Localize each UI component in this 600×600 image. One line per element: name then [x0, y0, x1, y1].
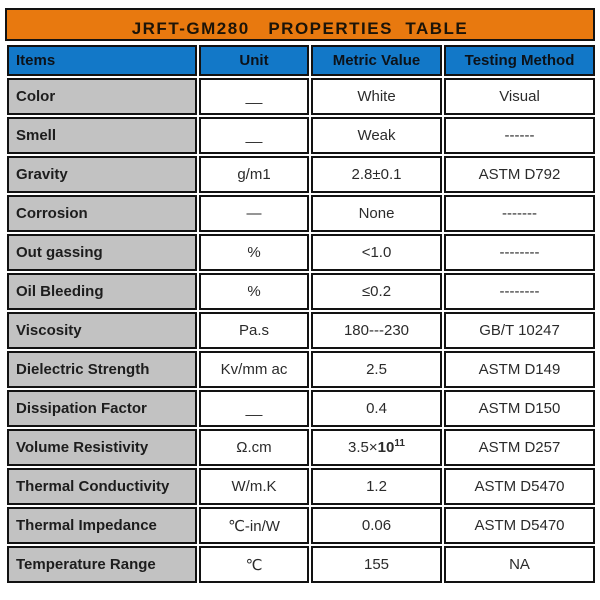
table-row-temperature-range	[7, 546, 595, 583]
item-cell: Thermal Impedance	[7, 507, 197, 544]
table-row-viscosity	[7, 312, 595, 349]
metric-cell: ≤0.2	[311, 273, 442, 310]
item-cell: Corrosion	[7, 195, 197, 232]
table-row-smell	[7, 117, 595, 154]
metric-exponent: 11	[394, 438, 405, 449]
unit-cell: __	[199, 78, 309, 115]
table-row-dissipation-factor	[7, 390, 595, 427]
table-row-volume-resistivity	[7, 429, 595, 466]
method-cell: --------	[444, 234, 595, 271]
item-cell: Dielectric Strength	[7, 351, 197, 388]
unit-cell: —	[199, 195, 309, 232]
header-row	[7, 45, 595, 76]
unit-cell: g/m1	[199, 156, 309, 193]
method-cell: ASTM D257	[444, 429, 595, 466]
table-title-banner	[5, 8, 595, 41]
unit-cell: Kv/mm ac	[199, 351, 309, 388]
item-cell: Gravity	[7, 156, 197, 193]
table-row-color	[7, 78, 595, 115]
metric-cell: 2.8±0.1	[311, 156, 442, 193]
method-cell: ASTM D5470	[444, 468, 595, 505]
column-header-items: Items	[7, 45, 197, 76]
item-cell: Color	[7, 78, 197, 115]
metric-cell: 0.4	[311, 390, 442, 427]
method-cell: ASTM D5470	[444, 507, 595, 544]
method-cell: Visual	[444, 78, 595, 115]
table-row-out-gassing	[7, 234, 595, 271]
unit-cell: ℃	[199, 546, 309, 583]
method-cell: ASTM D792	[444, 156, 595, 193]
method-cell: ------	[444, 117, 595, 154]
metric-cell	[311, 429, 442, 466]
metric-cell: White	[311, 78, 442, 115]
table-row-corrosion	[7, 195, 595, 232]
column-header-unit: Unit	[199, 45, 309, 76]
method-cell: ASTM D150	[444, 390, 595, 427]
method-cell: --------	[444, 273, 595, 310]
column-header-metric-value: Metric Value	[311, 45, 442, 76]
unit-cell: %	[199, 273, 309, 310]
method-cell: NA	[444, 546, 595, 583]
item-cell: Volume Resistivity	[7, 429, 197, 466]
table-row-thermal-conductivity	[7, 468, 595, 505]
column-header-testing-method: Testing Method	[444, 45, 595, 76]
item-cell: Smell	[7, 117, 197, 154]
item-cell: Temperature Range	[7, 546, 197, 583]
metric-cell: Weak	[311, 117, 442, 154]
unit-cell: W/m.K	[199, 468, 309, 505]
unit-cell: ℃-in/W	[199, 507, 309, 544]
unit-cell: __	[199, 117, 309, 154]
metric-base: 3.5×	[348, 439, 378, 456]
metric-cell: <1.0	[311, 234, 442, 271]
metric-cell: 155	[311, 546, 442, 583]
method-cell: -------	[444, 195, 595, 232]
method-cell: GB/T 10247	[444, 312, 595, 349]
table-row-gravity	[7, 156, 595, 193]
table-row-dielectric-strength	[7, 351, 595, 388]
item-cell: Dissipation Factor	[7, 390, 197, 427]
item-cell: Thermal Conductivity	[7, 468, 197, 505]
unit-cell: __	[199, 390, 309, 427]
metric-cell: 1.2	[311, 468, 442, 505]
item-cell: Oil Bleeding	[7, 273, 197, 310]
metric-cell: None	[311, 195, 442, 232]
item-cell: Out gassing	[7, 234, 197, 271]
table-title: JRFT-GM280 PROPERTIES TABLE	[131, 18, 469, 38]
table-row-thermal-impedance	[7, 507, 595, 544]
metric-cell: 2.5	[311, 351, 442, 388]
unit-cell: Pa.s	[199, 312, 309, 349]
unit-cell: %	[199, 234, 309, 271]
properties-table	[5, 43, 597, 585]
metric-cell: 180---230	[311, 312, 442, 349]
item-cell: Viscosity	[7, 312, 197, 349]
metric-mantissa: 10	[377, 439, 395, 456]
unit-cell: Ω.cm	[199, 429, 309, 466]
metric-cell: 0.06	[311, 507, 442, 544]
table-row-oil-bleeding	[7, 273, 595, 310]
method-cell: ASTM D149	[444, 351, 595, 388]
